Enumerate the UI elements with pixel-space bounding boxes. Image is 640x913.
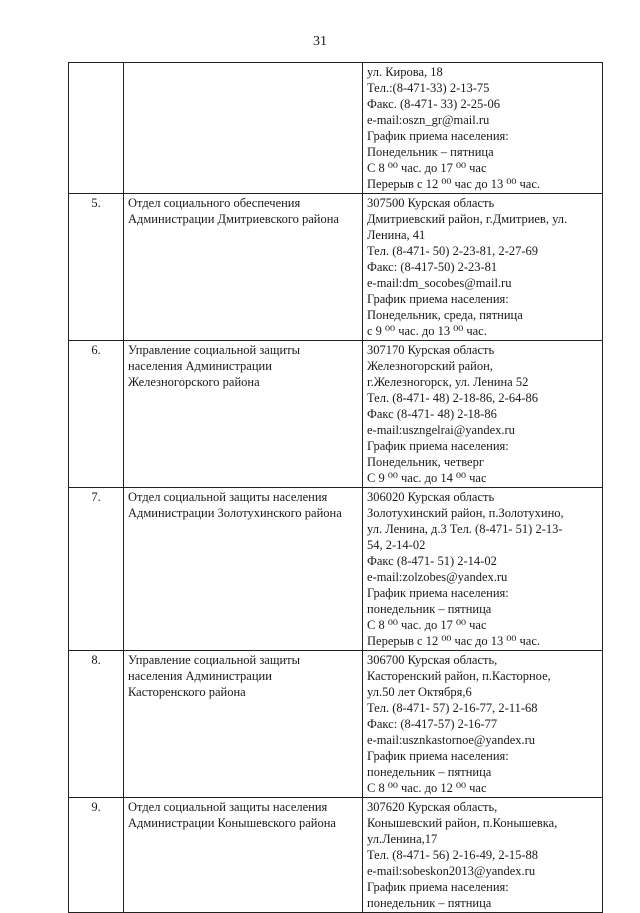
contact-info-line: Тел.:(8-471-33) 2-13-75 xyxy=(367,81,490,95)
agency-name-line: Администрации Золотухинского района xyxy=(128,506,342,520)
contact-info-line: ул. Ленина, д.3 Тел. (8-471- 51) 2-13- xyxy=(367,522,563,536)
row-number: 9. xyxy=(69,798,124,913)
contact-info-line: Факс: (8-417-57) 2-16-77 xyxy=(367,717,498,731)
agency-name-line: Отдел социальной защиты населения xyxy=(128,490,328,504)
agency-name-cell xyxy=(124,651,363,798)
contact-info-line: Факс. (8-471- 33) 2-25-06 xyxy=(367,97,500,111)
contact-info-line: С 9 ⁰⁰ час. до 14 ⁰⁰ час xyxy=(367,471,487,485)
contact-info-line: С 8 ⁰⁰ час. до 17 ⁰⁰ час xyxy=(367,618,487,632)
contact-info-line: 306020 Курская область xyxy=(367,490,495,504)
contact-info-line: 307620 Курская область, xyxy=(367,800,498,814)
contact-info-line: г.Железногорск, ул. Ленина 52 xyxy=(367,375,529,389)
email-line: e-mail:uszngelrai@yandex.ru xyxy=(367,423,515,437)
contact-info-cell xyxy=(363,798,603,913)
page-number: 31 xyxy=(313,34,327,49)
agency-name-line: Отдел социальной защиты населения xyxy=(128,800,328,814)
contact-info-line: 54, 2-14-02 xyxy=(367,538,426,552)
contact-info-line: Золотухинский район, п.Золотухино, xyxy=(367,506,564,520)
contact-info-line: 306700 Курская область, xyxy=(367,653,498,667)
contact-info-cell xyxy=(363,341,603,488)
contact-info-line: График приема населения: xyxy=(367,129,509,143)
email-line: e-mail:oszn_gr@mail.ru xyxy=(367,113,490,127)
contact-info-line: 307170 Курская область xyxy=(367,343,495,357)
table-row xyxy=(69,798,603,913)
contact-info-line: ул.Ленина,17 xyxy=(367,832,438,846)
email-line: e-mail:sobeskon2013@yandex.ru xyxy=(367,864,536,878)
contact-info-line: Тел. (8-471- 50) 2-23-81, 2-27-69 xyxy=(367,244,538,258)
contact-info-line: ул.50 лет Октября,6 xyxy=(367,685,472,699)
contact-info-line: Ленина, 41 xyxy=(367,228,426,242)
contact-info-line: Факс (8-471- 48) 2-18-86 xyxy=(367,407,497,421)
table-row xyxy=(69,194,603,341)
contact-info-line: Дмитриевский район, г.Дмитриев, ул. xyxy=(367,212,568,226)
contact-info-line: Конышевский район, п.Конышевка, xyxy=(367,816,558,830)
contact-info-line: понедельник – пятница xyxy=(367,765,492,779)
contact-info-cell xyxy=(363,194,603,341)
email-line: e-mail:dm_socobes@mail.ru xyxy=(367,276,512,290)
contact-info-line: Факс: (8-417-50) 2-23-81 xyxy=(367,260,498,274)
table-row xyxy=(69,63,603,194)
email-line: e-mail:usznkastornoe@yandex.ru xyxy=(367,733,536,747)
agency-name-cell xyxy=(124,194,363,341)
contact-info-line: понедельник – пятница xyxy=(367,602,492,616)
contact-info-cell xyxy=(363,488,603,651)
contact-info-line: Железногорский район, xyxy=(367,359,493,373)
contact-info-line: Тел. (8-471- 48) 2-18-86, 2-64-86 xyxy=(367,391,538,405)
contact-info-line: Факс (8-471- 51) 2-14-02 xyxy=(367,554,497,568)
agency-table xyxy=(68,62,603,913)
contact-info-line: ул. Кирова, 18 xyxy=(367,65,443,79)
contact-info-line: Понедельник, четверг xyxy=(367,455,484,469)
contact-info-line: Перерыв с 12 ⁰⁰ час до 13 ⁰⁰ час. xyxy=(367,177,541,191)
contact-info-line: 307500 Курская область xyxy=(367,196,495,210)
contact-info-line: График приема населения: xyxy=(367,292,509,306)
contact-info-line: График приема населения: xyxy=(367,749,509,763)
contact-info-line: Тел. (8-471- 56) 2-16-49, 2-15-88 xyxy=(367,848,538,862)
agency-name-line: Железногорского района xyxy=(128,375,260,389)
agency-name-line: Администрации Конышевского района xyxy=(128,816,336,830)
row-number: 6. xyxy=(69,341,124,488)
contact-info-line: понедельник – пятница xyxy=(367,896,492,910)
agency-name-line: Отдел социального обеспечения xyxy=(128,196,301,210)
table-row xyxy=(69,488,603,651)
row-number: 5. xyxy=(69,194,124,341)
row-number: 7. xyxy=(69,488,124,651)
contact-info-line: Касторенский район, п.Касторное, xyxy=(367,669,551,683)
contact-info-line: График приема населения: xyxy=(367,880,509,894)
contact-info-line: С 8 ⁰⁰ час. до 12 ⁰⁰ час xyxy=(367,781,487,795)
contact-info-cell xyxy=(363,651,603,798)
contact-info-cell xyxy=(363,63,603,194)
contact-info-line: Тел. (8-471- 57) 2-16-77, 2-11-68 xyxy=(367,701,538,715)
agency-name-line: Управление социальной защиты xyxy=(128,653,301,667)
agency-name-cell xyxy=(124,63,363,194)
agency-name-cell xyxy=(124,798,363,913)
contact-info-line: Понедельник, среда, пятница xyxy=(367,308,523,322)
agency-name-line: населения Администрации xyxy=(128,669,272,683)
agency-name-cell xyxy=(124,341,363,488)
agency-name-line: Касторенского района xyxy=(128,685,246,699)
agency-name-line: Администрации Дмитриевского района xyxy=(128,212,339,226)
contact-info-line: График приема населения: xyxy=(367,586,509,600)
contact-info-line: Перерыв с 12 ⁰⁰ час до 13 ⁰⁰ час. xyxy=(367,634,541,648)
table-row xyxy=(69,341,603,488)
row-number xyxy=(69,63,124,194)
agency-name-line: Управление социальной защиты xyxy=(128,343,301,357)
agency-table-body xyxy=(69,63,603,913)
contact-info-line: С 8 ⁰⁰ час. до 17 ⁰⁰ час xyxy=(367,161,487,175)
agency-name-line: населения Администрации xyxy=(128,359,272,373)
contact-info-line: График приема населения: xyxy=(367,439,509,453)
email-line: e-mail:zolzobes@yandex.ru xyxy=(367,570,508,584)
agency-name-cell xyxy=(124,488,363,651)
table-row xyxy=(69,651,603,798)
contact-info-line: Понедельник – пятница xyxy=(367,145,494,159)
contact-info-line: с 9 ⁰⁰ час. до 13 ⁰⁰ час. xyxy=(367,324,487,338)
row-number: 8. xyxy=(69,651,124,798)
